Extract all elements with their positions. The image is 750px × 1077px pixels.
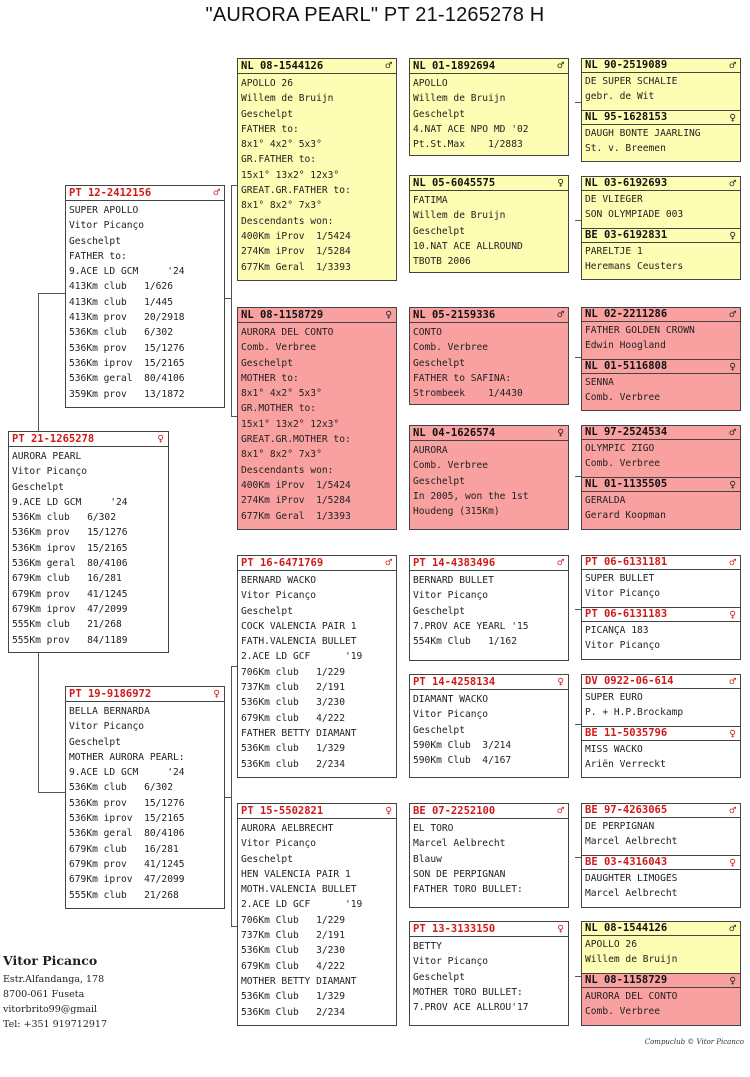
card-line: 536Km geral 80/4106 (69, 373, 185, 385)
male-icon: ♂ (729, 308, 736, 321)
card-line: 8x1° 8x2° 7x3° (241, 449, 322, 461)
card-line: Geschelpt (413, 605, 465, 617)
card-line: COCK VALENCIA PAIR 1 (241, 620, 357, 632)
card-line: Marcel Aelbrecht (585, 887, 678, 899)
card-line: 536Km geral 80/4106 (12, 558, 128, 570)
card-line: Comb. Verbree (585, 457, 661, 469)
card-line: 7.PROV ACE ALLROU'17 (413, 1002, 529, 1014)
great-grandparent-card-1 (409, 58, 569, 156)
father-card (65, 185, 225, 408)
card-line: GR.MOTHER to: (241, 403, 317, 415)
card-line: SON DE PERPIGNAN (413, 868, 506, 880)
male-icon: ♂ (557, 308, 564, 321)
card-line: Geschelpt (12, 481, 64, 493)
ring-number: NL 08-1158729 ♀ (238, 308, 396, 323)
card-line: AURORA DEL CONTO (241, 327, 334, 338)
male-icon: ♂ (213, 186, 220, 199)
card-line: TBOTB 2006 (413, 256, 471, 268)
card-line: Marcel Aelbrecht (413, 838, 506, 850)
card-line: MOTHER BETTY DIAMANT (241, 975, 357, 987)
gg-grandparent-card-4 (581, 228, 741, 280)
card-line: 536Km club 1/329 (241, 743, 345, 755)
card-line: 536Km iprov 15/2165 (69, 357, 185, 369)
card-line: Comb. Verbree (585, 1005, 661, 1017)
card-line: DE SUPER SCHALIE (585, 76, 678, 87)
card-line: Willem de Bruijn (413, 210, 506, 222)
female-icon: ♀ (729, 856, 736, 869)
grandparent-card-2 (237, 307, 397, 530)
card-line: DE PERPIGNAN (585, 821, 655, 832)
card-line: 9.ACE LD GCM '24 (69, 266, 185, 278)
ring-number: NL 08-1158729 ♀ (582, 974, 740, 988)
card-line: Vitor Picanço (413, 590, 489, 602)
card-line: Descendants won: (241, 215, 334, 227)
card-line: Comb. Verbree (241, 342, 317, 354)
card-line: FATHER to: (241, 123, 299, 135)
female-icon: ♀ (729, 111, 736, 124)
card-line: Vitor Picanço (69, 220, 145, 232)
card-line: 536Km club 6/302 (12, 512, 116, 524)
gg-grandparent-card-14 (581, 855, 741, 908)
ring-number: NL 05-2159336 ♂ (410, 308, 568, 323)
gg-grandparent-card-8 (581, 477, 741, 530)
card-line: FATH.VALENCIA BULLET (241, 636, 357, 648)
card-line: CONTO (413, 327, 442, 338)
gg-grandparent-card-13 (581, 803, 741, 856)
female-icon: ♀ (557, 922, 564, 935)
card-line: 4.NAT ACE NPO MD '02 (413, 123, 529, 135)
card-line: PARELTJE 1 (585, 246, 643, 257)
card-line: PICANÇA 183 (585, 625, 649, 636)
card-line: In 2005, won the 1st (413, 490, 529, 502)
great-grandparent-card-8 (409, 921, 569, 1026)
card-line: Blauw (413, 853, 442, 865)
female-icon: ♀ (729, 229, 736, 242)
card-line: 536Km Club 3/230 (241, 945, 345, 957)
grandparent-card-3 (237, 555, 397, 778)
card-line: 706Km Club 1/229 (241, 914, 345, 926)
card-line: 536Km iprov 15/2165 (69, 813, 185, 825)
female-icon: ♀ (557, 426, 564, 439)
card-line: 274Km iProv 1/5284 (241, 246, 351, 258)
footer-credit: Compuclub © Vitor Picanco (644, 1038, 744, 1046)
card-line: 679Km club 16/281 (12, 573, 122, 585)
card-line: Geschelpt (241, 357, 293, 369)
card-line: FATHER to: (69, 250, 127, 262)
card-line: BELLA BERNARDA (69, 706, 150, 717)
card-line: 677Km Geral 1/3393 (241, 510, 351, 522)
female-icon: ♀ (729, 360, 736, 373)
card-line: 9.ACE LD GCM '24 (12, 496, 128, 508)
card-line: gebr. de Wit (585, 90, 655, 102)
card-line: FATHER BETTY DIAMANT (241, 727, 357, 739)
card-line: 10.NAT ACE ALLROUND (413, 240, 523, 252)
card-line: BETTY (413, 941, 442, 952)
ring-number: PT 15-5502821 ♀ (238, 804, 396, 819)
card-line: 555Km prov 84/1189 (12, 634, 128, 646)
card-line: Strombeek 1/4430 (413, 388, 523, 400)
female-icon: ♀ (157, 432, 164, 445)
male-icon: ♂ (729, 804, 736, 817)
subject-card (8, 431, 169, 653)
great-grandparent-card-5 (409, 555, 569, 661)
card-line: 8x1° 8x2° 7x3° (241, 200, 322, 212)
card-line: Geschelpt (413, 225, 465, 237)
card-line: 536Km prov 15/1276 (12, 527, 128, 539)
gg-grandparent-card-7 (581, 425, 741, 478)
card-line: FATIMA (413, 195, 448, 206)
card-line: 679Km prov 41/1245 (12, 588, 128, 600)
owner-info (3, 953, 107, 1032)
card-line: APOLLO 26 (241, 78, 293, 89)
ring-number: NL 02-2211286 ♂ (582, 308, 740, 322)
card-line: MOTHER AURORA PEARL: (69, 751, 185, 763)
card-line: SON OLYMPIADE 003 (585, 208, 684, 220)
card-line: 590Km Club 3/214 (413, 739, 512, 751)
card-line: 536Km prov 15/1276 (69, 797, 185, 809)
female-icon: ♀ (385, 804, 392, 817)
connector-line (231, 666, 232, 927)
card-line: 2.ACE LD GCF '19 (241, 899, 363, 911)
card-line: 274Km iProv 1/5284 (241, 495, 351, 507)
male-icon: ♂ (557, 556, 564, 569)
card-line: Vitor Picanço (585, 587, 661, 599)
ring-number: NL 01-1135505 ♀ (582, 478, 740, 492)
card-line: MOTHER TORO BULLET: (413, 986, 523, 998)
male-icon: ♂ (557, 804, 564, 817)
ring-number: NL 05-6045575 ♀ (410, 176, 568, 191)
card-line: 536Km prov 15/1276 (69, 342, 185, 354)
card-line: P. + H.P.Brockamp (585, 706, 684, 718)
owner-email: vitorbrito99@gmail (3, 1004, 98, 1015)
gg-grandparent-card-12 (581, 726, 741, 778)
ring-number: NL 97-2524534 ♂ (582, 426, 740, 440)
card-line: 536Km Club 1/329 (241, 991, 345, 1003)
card-line: 679Km iprov 47/2099 (12, 603, 128, 615)
card-line: Geschelpt (241, 108, 293, 120)
card-line: Vitor Picanço (241, 590, 317, 602)
owner-address: Estr.Alfandanga, 178 (3, 974, 105, 985)
card-line: Geschelpt (413, 971, 465, 983)
connector-line (231, 185, 232, 417)
card-line: SUPER BULLET (585, 573, 655, 584)
grandparent-card-1 (237, 58, 397, 281)
card-line: 737Km club 2/191 (241, 682, 345, 694)
card-line: Vitor Picanço (585, 639, 661, 651)
card-line: Geschelpt (241, 605, 293, 617)
card-line: GERALDA (585, 495, 626, 506)
card-line: 8x1° 4x2° 5x3° (241, 388, 322, 400)
card-line: Vitor Picanço (69, 721, 145, 733)
gg-grandparent-card-9 (581, 555, 741, 608)
card-line: Comb. Verbree (585, 391, 661, 403)
female-icon: ♀ (213, 687, 220, 700)
page-title: "AURORA PEARL" PT 21-1265278 H (205, 4, 545, 26)
card-line: 536Km club 6/302 (69, 327, 173, 339)
card-line: Comb. Verbree (413, 342, 489, 354)
card-line: AURORA (413, 445, 448, 456)
card-line: OLYMPIC ZIGO (585, 443, 655, 454)
card-line: 679Km club 16/281 (69, 843, 179, 855)
card-line: APOLLO 26 (585, 939, 637, 950)
card-line: 554Km Club 1/162 (413, 636, 517, 648)
gg-grandparent-card-5 (581, 307, 741, 360)
ring-number: DV 0922-06-614 ♂ (582, 675, 740, 689)
card-line: GR.FATHER to: (241, 154, 317, 166)
card-line: Geschelpt (69, 736, 121, 748)
male-icon: ♂ (729, 675, 736, 688)
card-line: Vitor Picanço (241, 838, 317, 850)
card-line: 536Km club 3/230 (241, 697, 345, 709)
male-icon: ♂ (729, 556, 736, 569)
ring-number: PT 14-4383496 ♂ (410, 556, 568, 571)
card-line: AURORA PEARL (12, 451, 82, 462)
card-line: Ariën Verreckt (585, 758, 666, 770)
card-line: 677Km Geral 1/3393 (241, 261, 351, 273)
card-line: 9.ACE LD GCM '24 (69, 767, 185, 779)
card-line: 706Km club 1/229 (241, 666, 345, 678)
female-icon: ♀ (729, 727, 736, 740)
connector-line (38, 652, 39, 792)
card-line: 679Km Club 4/222 (241, 960, 345, 972)
ring-number: BE 07-2252100 ♂ (410, 804, 568, 819)
card-line: 413Km prov 20/2918 (69, 312, 185, 324)
ring-number: PT 19-9186972 ♀ (66, 687, 224, 702)
gg-grandparent-card-2 (581, 110, 741, 162)
connector-line (38, 792, 65, 793)
card-line: Heremans Ceusters (585, 260, 684, 272)
gg-grandparent-card-3 (581, 176, 741, 229)
ring-number: NL 03-6192693 ♂ (582, 177, 740, 191)
card-line: Geschelpt (241, 853, 293, 865)
card-line: AURORA DEL CONTO (585, 991, 678, 1002)
female-icon: ♀ (385, 308, 392, 321)
gg-grandparent-card-16 (581, 973, 741, 1026)
card-line: Marcel Aelbrecht (585, 835, 678, 847)
gg-grandparent-card-11 (581, 674, 741, 727)
card-line: Vitor Picanço (12, 466, 88, 478)
card-line: DAUGHTER LIMOGES (585, 873, 678, 884)
card-line: DIAMANT WACKO (413, 694, 489, 705)
card-line: 400Km iProv 1/5424 (241, 479, 351, 491)
ring-number: NL 95-1628153 ♀ (582, 111, 740, 125)
connector-line (38, 293, 39, 431)
card-line: 536Km club 2/234 (241, 758, 345, 770)
card-line: 359Km prov 13/1872 (69, 388, 185, 400)
card-line: 8x1° 4x2° 5x3° (241, 139, 322, 151)
ring-number: NL 01-5116808 ♀ (582, 360, 740, 374)
card-line: 555Km club 21/268 (12, 619, 122, 631)
male-icon: ♂ (385, 556, 392, 569)
grandparent-card-4 (237, 803, 397, 1026)
female-icon: ♀ (729, 478, 736, 491)
male-icon: ♂ (557, 59, 564, 72)
ring-number: PT 06-6131181 ♂ (582, 556, 740, 570)
ring-number: BE 03-6192831 ♀ (582, 229, 740, 243)
card-line: DAUGH BONTE JAARLING (585, 128, 701, 139)
card-line: DE VLIEGER (585, 194, 643, 205)
card-line: 2.ACE LD GCF '19 (241, 651, 363, 663)
card-line: Willem de Bruijn (585, 953, 678, 965)
card-line: Willem de Bruijn (241, 93, 334, 105)
female-icon: ♀ (729, 974, 736, 987)
card-line: 679Km club 4/222 (241, 712, 345, 724)
ring-number: NL 08-1544126 ♂ (238, 59, 396, 74)
card-line: BERNARD WACKO (241, 575, 317, 586)
card-line: 413Km club 1/445 (69, 296, 173, 308)
male-icon: ♂ (729, 922, 736, 935)
great-grandparent-card-2 (409, 175, 569, 273)
card-line: Pt.St.Max 1/2883 (413, 139, 523, 151)
card-line: St. v. Breemen (585, 142, 666, 154)
card-line: 7.PROV ACE YEARL '15 (413, 620, 529, 632)
card-line: 15x1° 13x2° 12x3° (241, 418, 340, 430)
ring-number: NL 01-1892694 ♂ (410, 59, 568, 74)
card-line: 536Km club 6/302 (69, 782, 173, 794)
card-line: 536Km Club 2/234 (241, 1006, 345, 1018)
card-line: Edwin Hoogland (585, 339, 666, 351)
great-grandparent-card-6 (409, 674, 569, 778)
ring-number: PT 21-1265278 ♀ (9, 432, 168, 447)
gg-grandparent-card-1 (581, 58, 741, 111)
ring-number: PT 16-6471769 ♂ (238, 556, 396, 571)
card-line: 536Km geral 80/4106 (69, 828, 185, 840)
card-line: Houdeng (315Km) (413, 506, 500, 518)
card-line: Willem de Bruijn (413, 93, 506, 105)
ring-number: PT 14-4258134 ♀ (410, 675, 568, 690)
gg-grandparent-card-6 (581, 359, 741, 411)
female-icon: ♀ (557, 675, 564, 688)
card-line: FATHER GOLDEN CROWN (585, 325, 695, 336)
card-line: MOTH.VALENCIA BULLET (241, 884, 357, 896)
gg-grandparent-card-15 (581, 921, 741, 974)
card-line: Geschelpt (413, 108, 465, 120)
male-icon: ♂ (729, 59, 736, 72)
ring-number: NL 90-2519089 ♂ (582, 59, 740, 73)
owner-name: Vitor Picanco (3, 953, 98, 968)
card-line: MOTHER to: (241, 372, 299, 384)
card-line: SUPER APOLLO (69, 205, 139, 216)
card-line: Vitor Picanço (413, 709, 489, 721)
great-grandparent-card-7 (409, 803, 569, 908)
card-line: 536Km iprov 15/2165 (12, 542, 128, 554)
female-icon: ♀ (729, 608, 736, 621)
card-line: Geschelpt (413, 475, 465, 487)
card-line: 679Km iprov 47/2099 (69, 874, 185, 886)
card-line: 400Km iProv 1/5424 (241, 230, 351, 242)
card-line: 590Km Club 4/167 (413, 755, 512, 767)
card-line: BERNARD BULLET (413, 575, 494, 586)
male-icon: ♂ (385, 59, 392, 72)
card-line: HEN VALENCIA PAIR 1 (241, 868, 351, 880)
great-grandparent-card-3 (409, 307, 569, 405)
card-line: 15x1° 13x2° 12x3° (241, 169, 340, 181)
card-line: Comb. Verbree (413, 460, 489, 472)
mother-card (65, 686, 225, 909)
card-line: FATHER TORO BULLET: (413, 884, 523, 896)
card-line: Geschelpt (69, 235, 121, 247)
ring-number: NL 04-1626574 ♀ (410, 426, 568, 441)
ring-number: BE 03-4316043 ♀ (582, 856, 740, 870)
male-icon: ♂ (729, 177, 736, 190)
card-line: FATHER to SAFINA: (413, 372, 512, 384)
card-line: Gerard Koopman (585, 509, 666, 521)
ring-number: PT 13-3133150 ♀ (410, 922, 568, 937)
female-icon: ♀ (557, 176, 564, 189)
card-line: 679Km prov 41/1245 (69, 858, 185, 870)
card-line: AURORA AELBRECHT (241, 823, 334, 834)
owner-phone: Tel: +351 919712917 (3, 1019, 107, 1030)
ring-number: PT 12-2412156 ♂ (66, 186, 224, 201)
card-line: SENNA (585, 377, 614, 388)
gg-grandparent-card-10 (581, 607, 741, 660)
ring-number: PT 06-6131183 ♀ (582, 608, 740, 622)
owner-postcode: 8700-061 Fuseta (3, 989, 85, 1000)
card-line: SUPER EURO (585, 692, 643, 703)
card-line: GREAT.GR.MOTHER to: (241, 434, 351, 446)
card-line: Geschelpt (413, 357, 465, 369)
ring-number: NL 08-1544126 ♂ (582, 922, 740, 936)
card-line: 737Km Club 2/191 (241, 930, 345, 942)
card-line: GREAT.GR.FATHER to: (241, 185, 351, 197)
card-line: 555Km club 21/268 (69, 889, 179, 901)
card-line: Descendants won: (241, 464, 334, 476)
card-line: EL TORO (413, 823, 454, 834)
card-line: Geschelpt (413, 724, 465, 736)
card-line: 413Km club 1/626 (69, 281, 173, 293)
card-line: APOLLO (413, 78, 448, 89)
great-grandparent-card-4 (409, 425, 569, 530)
card-line: MISS WACKO (585, 744, 643, 755)
male-icon: ♂ (729, 426, 736, 439)
connector-line (38, 293, 65, 294)
ring-number: BE 97-4263065 ♂ (582, 804, 740, 818)
card-line: Vitor Picanço (413, 956, 489, 968)
ring-number: BE 11-5035796 ♀ (582, 727, 740, 741)
